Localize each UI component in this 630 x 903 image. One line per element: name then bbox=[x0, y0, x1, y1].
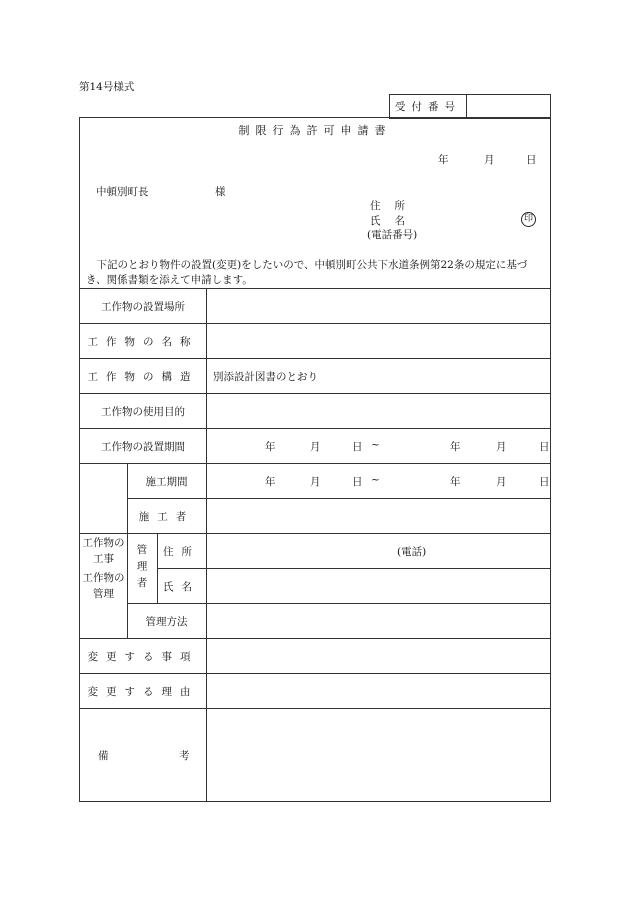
field-period[interactable] bbox=[206, 439, 550, 453]
field-change-item[interactable] bbox=[206, 639, 550, 673]
field-manager-tel[interactable]: (電話) bbox=[397, 546, 427, 558]
field-remarks[interactable] bbox=[206, 709, 550, 801]
label-management-group: 工作物の管理 bbox=[82, 572, 125, 600]
period-end-year: 年 bbox=[450, 441, 461, 453]
addressee-name: 中頓別町長 bbox=[96, 186, 149, 198]
label-manager-address: 住所 bbox=[163, 545, 200, 558]
field-structure[interactable]: 別添設計図書のとおり bbox=[213, 371, 318, 383]
label-change-reason: 変更する理由 bbox=[87, 685, 199, 698]
date-month: 月 bbox=[484, 154, 495, 166]
label-construction-group: 工作物の工事 bbox=[82, 537, 125, 565]
period-start-year: 年 bbox=[265, 441, 276, 453]
cperiod-end-month: 月 bbox=[496, 476, 507, 488]
applicant-name-label: 氏名 bbox=[370, 215, 419, 227]
field-purpose[interactable] bbox=[206, 394, 550, 428]
label-manager: 管理者 bbox=[135, 543, 148, 594]
date-year: 年 bbox=[438, 154, 449, 166]
receipt-number-field[interactable] bbox=[467, 95, 550, 118]
label-structure: 工作物の構造 bbox=[87, 370, 199, 383]
period-start-month: 月 bbox=[310, 441, 321, 453]
cperiod-tilde: ~ bbox=[371, 474, 380, 486]
field-name[interactable] bbox=[206, 324, 550, 358]
field-manager-name[interactable] bbox=[206, 569, 550, 603]
cperiod-end-year: 年 bbox=[450, 476, 461, 488]
receipt-number-label: 受付番号 bbox=[390, 95, 467, 118]
cperiod-start-year: 年 bbox=[265, 476, 276, 488]
application-form bbox=[79, 117, 551, 802]
label-period: 工作物の設置期間 bbox=[101, 440, 185, 453]
intro-text: 下記のとおり物件の設置(変更)をしたいので、中頓別町公共下水道条例第22条の規定に基づき、関係書類を添えて申請します。 bbox=[86, 259, 528, 286]
period-tilde: ~ bbox=[371, 439, 380, 451]
period-start-day: 日 bbox=[352, 441, 363, 453]
label-management-method: 管理方法 bbox=[145, 615, 188, 628]
field-contractor[interactable] bbox=[206, 499, 550, 533]
date-day: 日 bbox=[526, 154, 537, 166]
field-change-reason[interactable] bbox=[206, 674, 550, 708]
label-purpose: 工作物の使用目的 bbox=[101, 405, 185, 418]
label-name: 工作物の名称 bbox=[87, 335, 199, 348]
form-number: 第14号様式 bbox=[79, 81, 135, 93]
field-construction-period[interactable] bbox=[206, 474, 550, 488]
cperiod-start-day: 日 bbox=[352, 476, 363, 488]
label-change-item: 変更する事項 bbox=[87, 650, 199, 663]
label-remarks-2: 考 bbox=[179, 750, 190, 762]
seal-mark: 印 bbox=[521, 212, 536, 227]
form-title: 制限行為許可申請書 bbox=[238, 124, 392, 137]
label-location: 工作物の設置場所 bbox=[101, 300, 185, 313]
cperiod-start-month: 月 bbox=[310, 476, 321, 488]
receipt-number-box bbox=[389, 94, 551, 119]
field-location[interactable] bbox=[206, 289, 550, 323]
field-management-method[interactable] bbox=[206, 604, 550, 638]
applicant-tel-label: (電話番号) bbox=[367, 229, 418, 241]
period-end-month: 月 bbox=[496, 441, 507, 453]
addressee-honorific: 様 bbox=[215, 186, 226, 198]
cperiod-end-day: 日 bbox=[539, 476, 550, 488]
label-manager-name: 氏名 bbox=[163, 580, 200, 593]
period-end-day: 日 bbox=[539, 441, 550, 453]
label-contractor: 施工者 bbox=[138, 510, 195, 523]
label-construction-period: 施工期間 bbox=[145, 475, 188, 488]
applicant-address-label: 住所 bbox=[370, 200, 419, 212]
label-remarks-1: 備 bbox=[98, 750, 109, 762]
